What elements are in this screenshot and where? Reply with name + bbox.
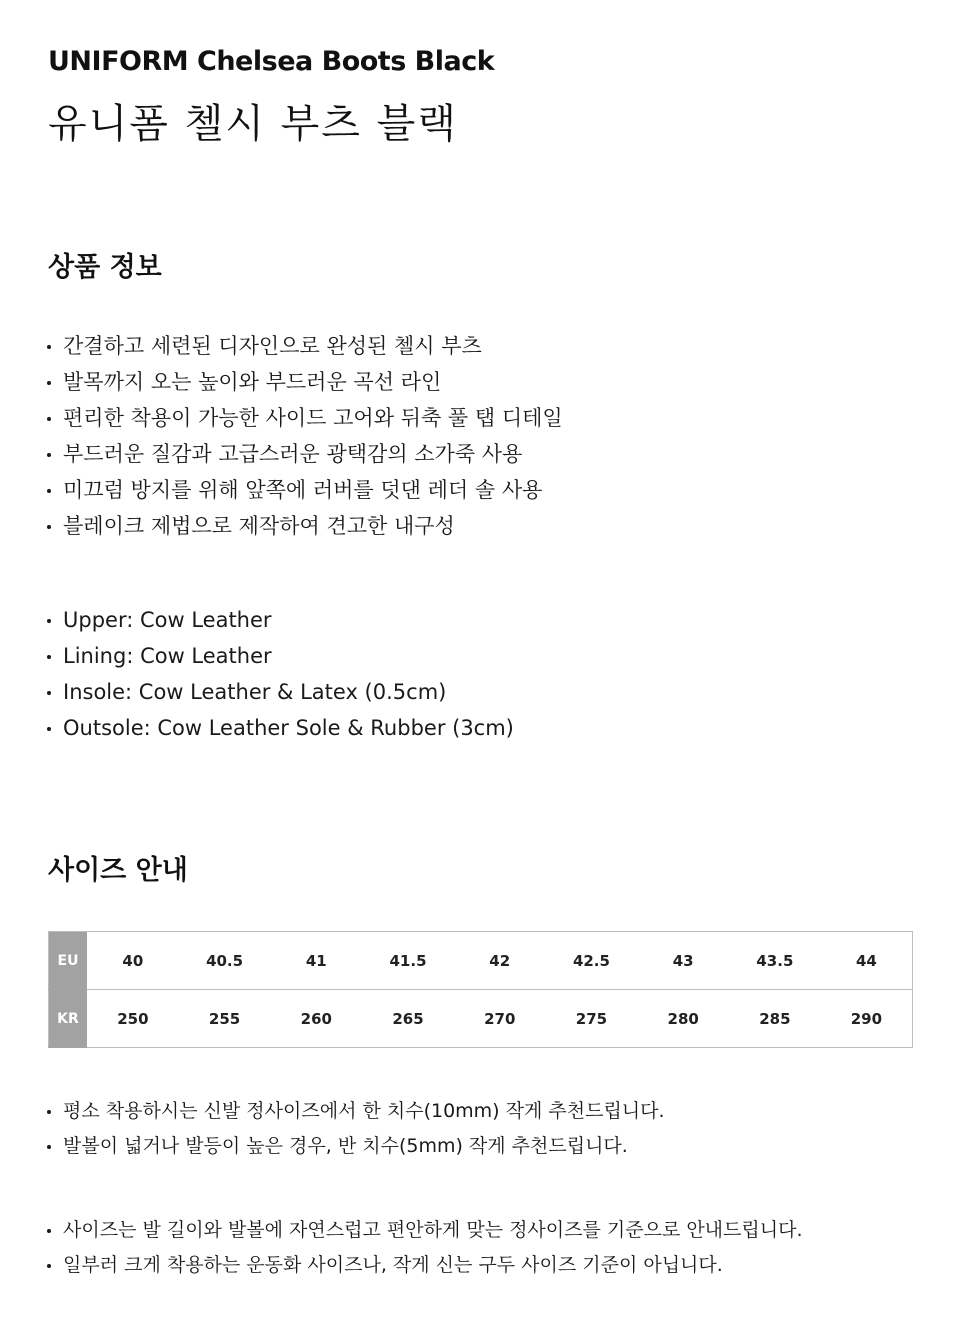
size-row-label: KR xyxy=(49,990,88,1048)
size-cell: 41 xyxy=(270,932,362,990)
material-list xyxy=(44,602,514,746)
size-row-label: EU xyxy=(49,932,88,990)
size-cell: 290 xyxy=(850,1009,883,1028)
size-cell: 40.5 xyxy=(179,932,271,990)
feature-item: 간결하고 세련된 디자인으로 완성된 첼시 부츠 xyxy=(44,328,563,364)
size-cell: 255 xyxy=(208,1009,241,1028)
basis-notes xyxy=(44,1213,803,1283)
product-info-heading: 상품 정보 xyxy=(48,252,162,283)
fit-notes xyxy=(44,1094,665,1164)
fit-note-item: 평소 착용하시는 신발 정사이즈에서 한 치수(10mm) 작게 추천드립니다. xyxy=(44,1094,665,1129)
feature-item: 블레이크 제법으로 제작하여 견고한 내구성 xyxy=(44,508,563,544)
material-item: Lining: Cow Leather xyxy=(44,638,514,674)
size-cell: 275 xyxy=(575,1009,608,1028)
product-title-en: UNIFORM Chelsea Boots Black xyxy=(48,46,495,77)
material-item: Upper: Cow Leather xyxy=(44,602,514,638)
size-guide-heading: 사이즈 안내 xyxy=(48,855,188,886)
feature-item: 편리한 착용이 가능한 사이드 고어와 뒤축 풀 탭 디테일 xyxy=(44,400,563,436)
material-item: Insole: Cow Leather & Latex (0.5cm) xyxy=(44,674,514,710)
size-cell: 265 xyxy=(392,1009,424,1028)
basis-note-item: 일부러 크게 착용하는 운동화 사이즈나, 작게 신는 구두 사이즈 기준이 아닙니다. xyxy=(44,1248,803,1283)
fit-note-item: 발볼이 넓거나 발등이 높은 경우, 반 치수(5mm) 작게 추천드립니다. xyxy=(44,1129,665,1164)
size-cell: 40 xyxy=(87,932,179,990)
feature-item: 미끄럼 방지를 위해 앞쪽에 러버를 덧댄 레더 솔 사용 xyxy=(44,472,563,508)
size-cell: 42.5 xyxy=(546,932,638,990)
size-cell: 280 xyxy=(667,1009,699,1028)
product-title-ko: 유니폼 첼시 부츠 블랙 xyxy=(48,101,458,147)
feature-item: 발목까지 오는 높이와 부드러운 곡선 라인 xyxy=(44,364,563,400)
material-item: Outsole: Cow Leather Sole & Rubber (3cm) xyxy=(44,710,514,746)
size-cell: 285 xyxy=(759,1009,791,1028)
size-cell: 42 xyxy=(454,932,546,990)
size-cell: 250 xyxy=(117,1009,149,1028)
size-cell: 41.5 xyxy=(362,932,454,990)
feature-list xyxy=(44,328,563,544)
feature-item: 부드러운 질감과 고급스러운 광택감의 소가죽 사용 xyxy=(44,436,563,472)
size-row-eu xyxy=(49,932,913,990)
size-row-kr xyxy=(49,990,913,1048)
size-table xyxy=(48,931,913,1048)
basis-note-item: 사이즈는 발 길이와 발볼에 자연스럽고 편안하게 맞는 정사이즈를 기준으로 안내드립니다. xyxy=(44,1213,803,1248)
size-cell: 43 xyxy=(637,932,729,990)
size-cell: 44 xyxy=(821,932,913,990)
size-cell: 260 xyxy=(300,1009,332,1028)
size-cell: 43.5 xyxy=(729,932,821,990)
size-cell: 270 xyxy=(484,1009,516,1028)
